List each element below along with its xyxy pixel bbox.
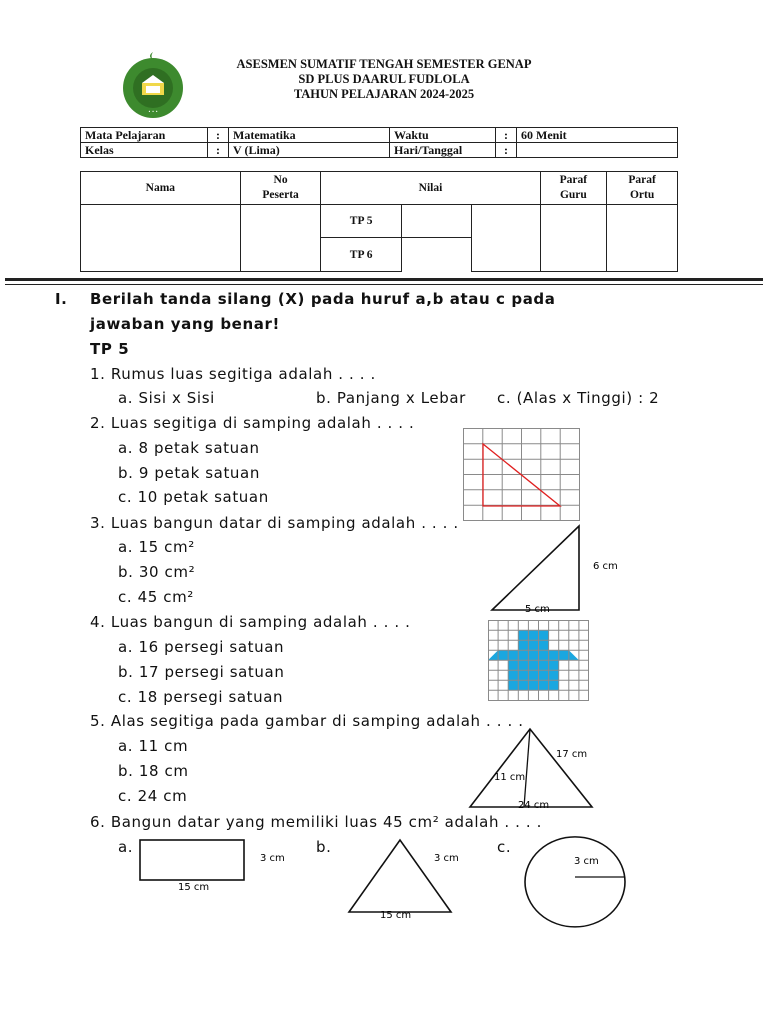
q3-height-label: 6 cm — [593, 561, 618, 572]
q3-right-triangle — [486, 524, 626, 616]
tp6-score-cell[interactable] — [401, 238, 471, 272]
q6b-base-label: 15 cm — [380, 910, 412, 921]
tp5-label: TP 5 — [321, 205, 401, 238]
tp5-score-cell[interactable] — [401, 205, 471, 238]
q1-option-c[interactable]: c. (Alas x Tinggi) : 2 — [497, 389, 660, 407]
q5-side-label: 17 cm — [556, 749, 588, 760]
q6a-width-label: 15 cm — [178, 882, 210, 893]
score-table — [80, 171, 678, 272]
q4-option-b[interactable]: b. 17 persegi satuan — [118, 663, 285, 681]
q1-option-a[interactable]: a. Sisi x Sisi — [118, 389, 215, 407]
no-peserta-cell[interactable] — [240, 205, 321, 272]
question-5: 5. Alas segitiga pada gambar di samping adalah . . . . — [90, 712, 524, 730]
section-number: I. — [55, 290, 68, 308]
q6c-circle-figure — [520, 836, 632, 928]
q5-option-a[interactable]: a. 11 cm — [118, 737, 189, 755]
q6c-radius-label: 3 cm — [574, 856, 599, 867]
tp-heading: TP 5 — [90, 340, 130, 358]
q5-triangle-figure — [466, 727, 596, 811]
day-label: Hari/Tanggal — [390, 143, 496, 158]
nama-cell[interactable] — [81, 205, 241, 272]
divider-thick — [5, 278, 763, 281]
question-1: 1. Rumus luas segitiga adalah . . . . — [90, 365, 376, 383]
q4-option-a[interactable]: a. 16 persegi satuan — [118, 638, 285, 656]
q5-option-c[interactable]: c. 24 cm — [118, 787, 188, 805]
q5-option-b[interactable]: b. 18 cm — [118, 762, 189, 780]
q6-option-b[interactable]: b. — [316, 838, 332, 856]
instruction-line-2: jawaban yang benar! — [90, 315, 280, 333]
q6a-height-label: 3 cm — [260, 853, 285, 864]
q3-option-b[interactable]: b. 30 cm² — [118, 563, 196, 581]
tp6-label: TP 6 — [321, 238, 401, 272]
header-school: SD PLUS DAARUL FUDLOLA — [298, 72, 470, 86]
class-value: V (Lima) — [229, 143, 390, 158]
nama-header: Nama — [81, 172, 241, 205]
svg-text:• • •: • • • — [148, 109, 158, 114]
paraf-ortu-cell[interactable] — [607, 205, 678, 272]
q6b-height-label: 3 cm — [434, 853, 459, 864]
q3-option-c[interactable]: c. 45 cm² — [118, 588, 194, 606]
q6-option-c[interactable]: c. — [497, 838, 512, 856]
paraf-guru-header: Paraf Guru — [540, 172, 607, 205]
q4-grid — [488, 620, 589, 701]
no-peserta-header: No Peserta — [240, 172, 321, 205]
question-3: 3. Luas bangun datar di samping adalah . . . . — [90, 514, 459, 532]
q4-option-c[interactable]: c. 18 persegi satuan — [118, 688, 284, 706]
q5-height-label: 11 cm — [494, 772, 526, 783]
q2-option-b[interactable]: b. 9 petak satuan — [118, 464, 260, 482]
paraf-ortu-header: Paraf Ortu — [607, 172, 678, 205]
q6-option-a[interactable]: a. — [118, 838, 134, 856]
q6b-triangle-figure — [344, 838, 474, 924]
header-year: TAHUN PELAJARAN 2024-2025 — [293, 87, 475, 101]
question-2: 2. Luas segitiga di samping adalah . . . . — [90, 414, 415, 432]
q2-grid-figure — [463, 428, 581, 522]
nilai-header: Nilai — [321, 172, 540, 205]
q6a-rectangle-figure — [136, 838, 296, 898]
document-header — [0, 57, 768, 102]
subject-label: Mata Pelajaran — [81, 128, 208, 143]
q2-option-a[interactable]: a. 8 petak satuan — [118, 439, 260, 457]
q3-option-a[interactable]: a. 15 cm² — [118, 538, 195, 556]
paraf-guru-cell[interactable] — [540, 205, 607, 272]
divider-thin — [5, 284, 763, 285]
info-table: Mata Pelajaran : Matematika Waktu : 60 Menit Kelas : V (Lima) Hari/Tanggal : — [80, 127, 678, 158]
instruction-line-1: Berilah tanda silang (X) pada huruf a,b atau c pada — [90, 290, 556, 308]
time-value: 60 Menit — [517, 128, 678, 143]
class-label: Kelas — [81, 143, 208, 158]
time-label: Waktu — [390, 128, 496, 143]
question-6: 6. Bangun datar yang memiliki luas 45 cm² adalah . . . . — [90, 813, 542, 831]
q4-grid-figure — [488, 617, 592, 703]
question-4: 4. Luas bangun di samping adalah . . . . — [90, 613, 411, 631]
subject-value: Matematika — [229, 128, 390, 143]
nilai-total-cell[interactable] — [472, 205, 540, 272]
q3-base-label: 5 cm — [525, 604, 550, 615]
q5-base-label: 24 cm — [518, 800, 550, 811]
q1-option-b[interactable]: b. Panjang x Lebar — [316, 389, 466, 407]
header-title: ASESMEN SUMATIF TENGAH SEMESTER GENAP — [236, 57, 532, 71]
q2-option-c[interactable]: c. 10 petak satuan — [118, 488, 269, 506]
day-value — [517, 143, 678, 158]
